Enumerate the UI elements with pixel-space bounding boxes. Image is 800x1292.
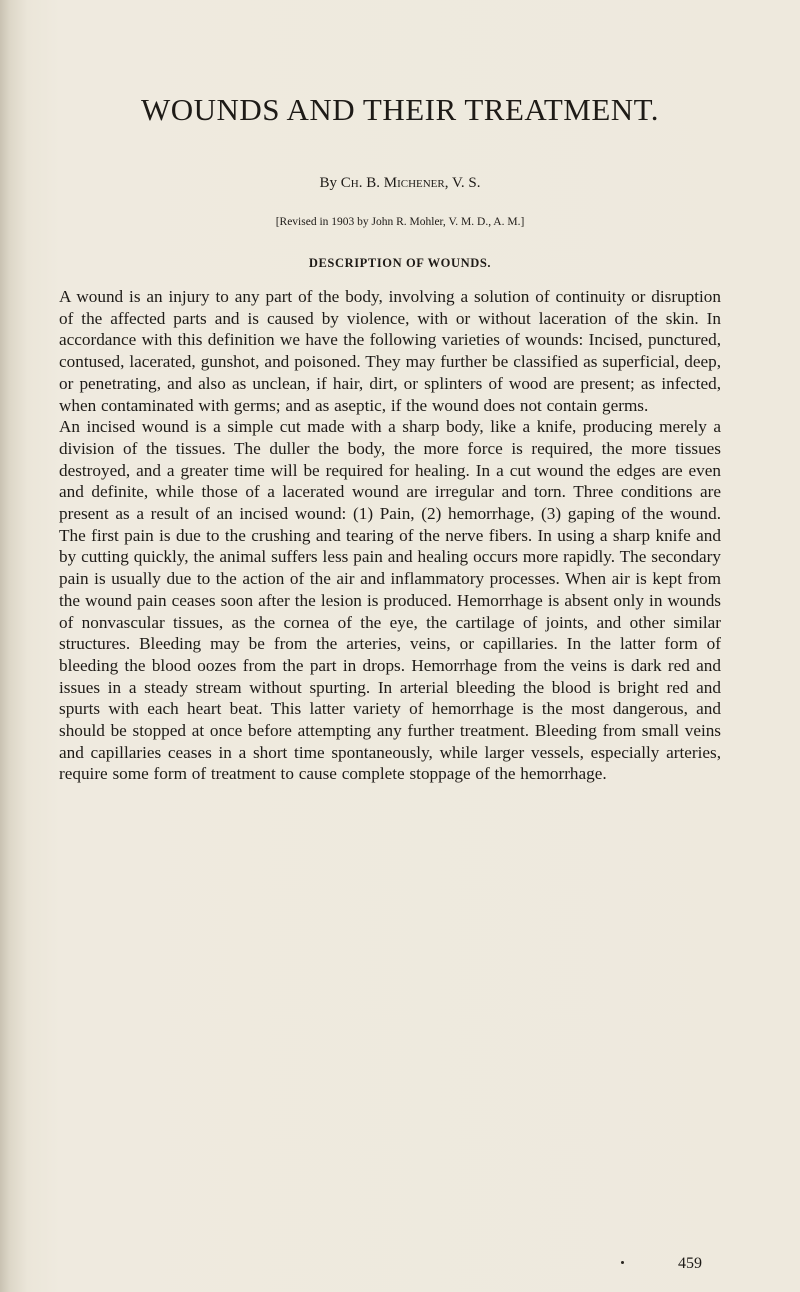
paragraph-2: An incised wound is a simple cut made with a sharp body, like a knife, producing merely a division of the tissues. The duller the body, the more force is required, the more tissues destroyed, and a greater time will be required for healing. In a cut wound the edges are even and definite, while those of a lacerated wound are irregular and torn. Three conditions are present as a result of an incised wound: (1) Pain, (2) hemorrhage, (3) gaping of the wound. The first pain is due to the crushing and tearing of the nerve fibers. In using a sharp knife and by cutting quickly, the animal suffers less pain and healing occurs more rapidly. The secondary pain is usually due to the action of the air and inflammatory processes. When air is kept from the wound pain ceases soon after the lesion is produced. Hemorrhage is absent only in wounds of nonvascular tissues, as the cornea of the eye, the cartilage of joints, and other similar structures. Bleeding may be from the arteries, veins, or capillaries. In the latter form of bleeding the blood oozes from the part in drops. Hemorrhage from the veins is dark red and issues in a steady stream without spurting. In arterial bleeding the blood is bright red and spurts with each heart beat. This latter variety of hemorrhage is the most dangerous, and should be stopped at once before attempting any further treatment. Bleeding from small veins and capillaries ceases in a short time spontaneously, while larger vessels, especially arteries, require some form of treatment to cause complete stoppage of the hemorrhage. [59,417,721,784]
byline-prefix: By [319,175,338,191]
print-speck [621,1261,624,1264]
revision-note: [Revised in 1903 by John R. Mohler, V. M. D., A. M.] [275,216,525,228]
author-name: Ch. B. Michener, V. S. [340,175,481,191]
section-heading: DESCRIPTION OF WOUNDS. [308,256,492,270]
chapter-title: WOUNDS AND THEIR TREATMENT. [140,92,660,127]
body-text [59,286,721,785]
paragraph-1: A wound is an injury to any part of the body, involving a solution of continuity or disruption of the affected parts and is caused by violence, with or without laceration of the skin. In accordance with this definition we have the following varieties of wounds: Incised, punctured, contused, lacerated, gunshot, and poisoned. They may further be classified as superficial, deep, or penetrating, and also as unclean, if hair, dirt, or splinters of wood are present; as infected, when contaminated with germs; and as aseptic, if the wound does not contain germs. [59,287,721,415]
page-number: 459 [678,1255,702,1272]
byline [40,175,760,192]
